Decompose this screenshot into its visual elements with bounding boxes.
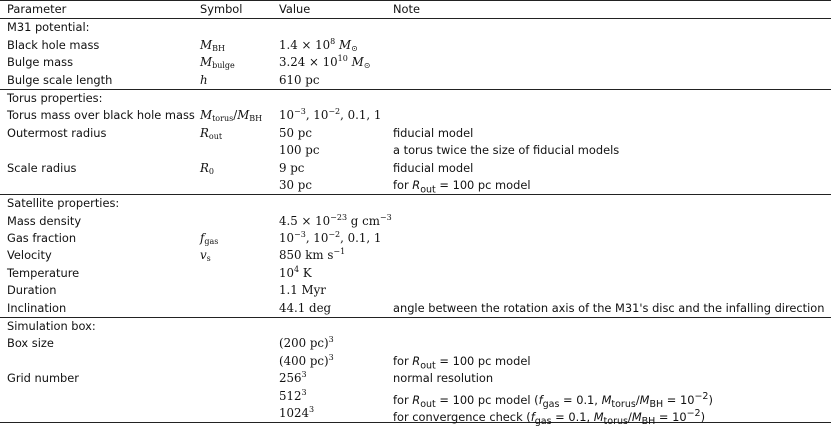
- table-row: [0, 370, 831, 387]
- param-value: 610 pc: [279, 72, 320, 87]
- param-label: Bulge scale length: [7, 72, 113, 87]
- header-value: Value: [279, 2, 311, 16]
- table-row: [0, 230, 831, 247]
- param-note: fiducial model: [393, 160, 474, 175]
- param-note: for $R_{out} = 100$ pc model: [393, 353, 531, 372]
- table-row: [0, 282, 831, 299]
- table-row: [0, 142, 831, 159]
- param-value: 850 km $s^{-1}$: [279, 247, 346, 263]
- section-torus-title: [0, 89, 831, 107]
- table-row: [0, 160, 831, 177]
- param-symbol: $M_{bulge}$: [200, 55, 235, 71]
- header-symbol: Symbol: [200, 2, 243, 16]
- param-label: Gas fraction: [7, 231, 77, 246]
- param-value: $3.24 \times 10^{10}$ $M_⊙$: [279, 54, 371, 71]
- param-note: normal resolution: [393, 371, 494, 386]
- param-value: $10^{-3}$, $10^{-2}$, 0.1, 1: [279, 107, 382, 123]
- param-label: Box size: [7, 336, 54, 351]
- param-value: $4.5 \times 10^{-23}$ g $cm^{-3}$: [279, 212, 392, 228]
- table-row: [0, 72, 831, 89]
- header-parameter: Parameter: [7, 2, 67, 16]
- table-row: [0, 353, 831, 370]
- table-row: [0, 177, 831, 194]
- table-row: [0, 404, 831, 428]
- param-note: fiducial model: [393, 125, 474, 140]
- param-label: Scale radius: [7, 160, 77, 175]
- table-row: [0, 335, 831, 352]
- param-label: Velocity: [7, 248, 52, 263]
- param-symbol: $R_{out}$: [200, 125, 223, 141]
- param-label: Bulge mass: [7, 55, 74, 70]
- param-value: 44.1 deg: [279, 300, 332, 315]
- section-m31-title: [0, 19, 831, 36]
- param-label: Temperature: [7, 265, 80, 280]
- param-note: for convergence check ($f_{gas} = 0.1$, $M_{torus}/M_{BH} = 10^{-2}$): [393, 407, 706, 428]
- param-value: 1024$^3$: [279, 404, 315, 420]
- param-symbol: $v_s$: [200, 248, 211, 264]
- param-note: for $R_{out} = 100$ pc model: [393, 177, 531, 196]
- param-value: (400 pc)$^3$: [279, 352, 334, 368]
- param-value: $10^{-3}$, $10^{-2}$, 0.1, 1: [279, 230, 382, 246]
- table-row: [0, 300, 831, 317]
- table-row: [0, 213, 831, 230]
- table-row: [0, 54, 831, 71]
- param-value: 30 pc: [279, 177, 312, 192]
- param-symbol: $R_0$: [200, 160, 214, 176]
- param-label: Inclination: [7, 300, 67, 315]
- section-title: Torus properties:: [7, 90, 103, 105]
- param-value: 100 pc: [279, 143, 320, 158]
- table-row: [0, 265, 831, 282]
- param-symbol: $f_{gas}$: [200, 231, 219, 247]
- section-satellite-title: [0, 194, 831, 212]
- param-note: angle between the rotation axis of the M31's disc and the infalling direction: [393, 300, 825, 315]
- header-note: Note: [393, 2, 420, 16]
- section-simbox-title: [0, 317, 831, 335]
- param-value: $10^4$ K: [279, 264, 312, 280]
- param-value: $1.4 \times 10^8$ $M_⊙$: [279, 36, 358, 53]
- param-label: Mass density: [7, 213, 82, 228]
- section-title: Simulation box:: [7, 319, 96, 334]
- section-title: Satellite properties:: [7, 196, 120, 211]
- table-row: [0, 247, 831, 264]
- param-symbol: $M_{torus}/M_{BH}$: [200, 108, 263, 124]
- param-value: 50 pc: [279, 125, 312, 140]
- table-row: [0, 387, 831, 410]
- section-title: M31 potential:: [7, 20, 90, 35]
- param-label: Torus mass over black hole mass: [7, 108, 195, 123]
- param-label: Outermost radius: [7, 125, 107, 140]
- param-label: Duration: [7, 283, 57, 298]
- param-value: (200 pc)$^3$: [279, 335, 334, 351]
- param-label: Grid number: [7, 371, 79, 386]
- table-row: [0, 125, 831, 142]
- table-header-row: [0, 0, 831, 19]
- param-note: a torus twice the size of fiducial models: [393, 143, 620, 158]
- param-value: $256^3$: [279, 370, 307, 386]
- param-note: for $R_{out} = 100$ pc model ($f_{gas} = 0.1$, $M_{torus}/M_{BH} = 10^{-2}$): [393, 390, 713, 410]
- param-value: 1.1 Myr: [279, 283, 326, 298]
- param-value: 9 pc: [279, 160, 305, 175]
- table-row: [0, 37, 831, 54]
- param-label: Black hole mass: [7, 37, 100, 52]
- param-symbol: h: [200, 72, 208, 87]
- param-value: $512^3$: [279, 387, 307, 403]
- param-symbol: $M_{BH}$: [200, 37, 225, 53]
- table-row: [0, 107, 831, 124]
